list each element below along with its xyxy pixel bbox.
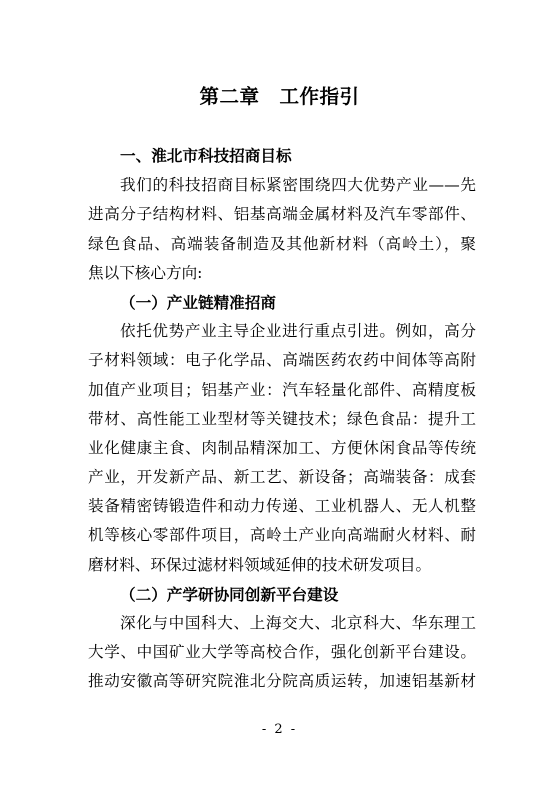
paragraph-line: 子材料领域：电子化学品、高端医药农药中间体等高附 [88, 351, 476, 370]
subsection-paragraph [88, 609, 476, 697]
subsection-paragraph [88, 317, 476, 580]
paragraph-line: 带材、高性能工业型材等关键技术；绿色食品：提升工 [88, 409, 476, 428]
paragraph-line: 产业，开发新产品、新工艺、新设备；高端装备：成套 [88, 468, 476, 487]
paragraph-line: 焦以下核心方向: [88, 263, 203, 282]
paragraph-line: 业化健康主食、肉制品精深加工、方便休闲食品等传统 [88, 438, 476, 457]
paragraph-line: 依托优势产业主导企业进行重点引进。例如，高分 [120, 322, 476, 341]
paragraph-line: 进高分子结构材料、铝基高端金属材料及汽车零部件、 [88, 205, 476, 224]
paragraph-line: 推动安徽高等研究院淮北分院高质运转，加速铝基新材 [88, 672, 476, 691]
paragraph-line: 加值产业项目；铝基产业：汽车轻量化部件、高精度板 [88, 380, 476, 399]
paragraph-line: 我们的科技招商目标紧密围绕四大优势产业——先 [120, 176, 476, 195]
section-heading: 一、淮北市科技招商目标 [120, 147, 292, 165]
page-number: - 2 - [261, 722, 298, 737]
section-paragraph [88, 171, 476, 288]
paragraph-line: 大学、中国矿业大学等高校合作，强化创新平台建设。 [88, 643, 476, 662]
paragraph-line: 装备精密铸锻造件和动力传递、工业机器人、无人机整 [88, 497, 476, 516]
chapter-title: 第二章 工作指引 [199, 85, 360, 108]
paragraph-line: 绿色食品、高端装备制造及其他新材料（高岭土），聚 [88, 234, 476, 253]
paragraph-line: 机等核心零部件项目，高岭土产业向高端耐火材料、耐 [88, 526, 476, 545]
paragraph-line: 深化与中国科大、上海交大、北京科大、华东理工 [120, 614, 476, 632]
subsection-heading: （一）产业链精准招商 [120, 292, 276, 312]
subsection-heading: （二）产学研协同创新平台建设 [120, 584, 339, 604]
document-body [88, 142, 476, 697]
paragraph-line: 磨材料、环保过滤材料领域延伸的技术研发项目。 [88, 555, 432, 574]
